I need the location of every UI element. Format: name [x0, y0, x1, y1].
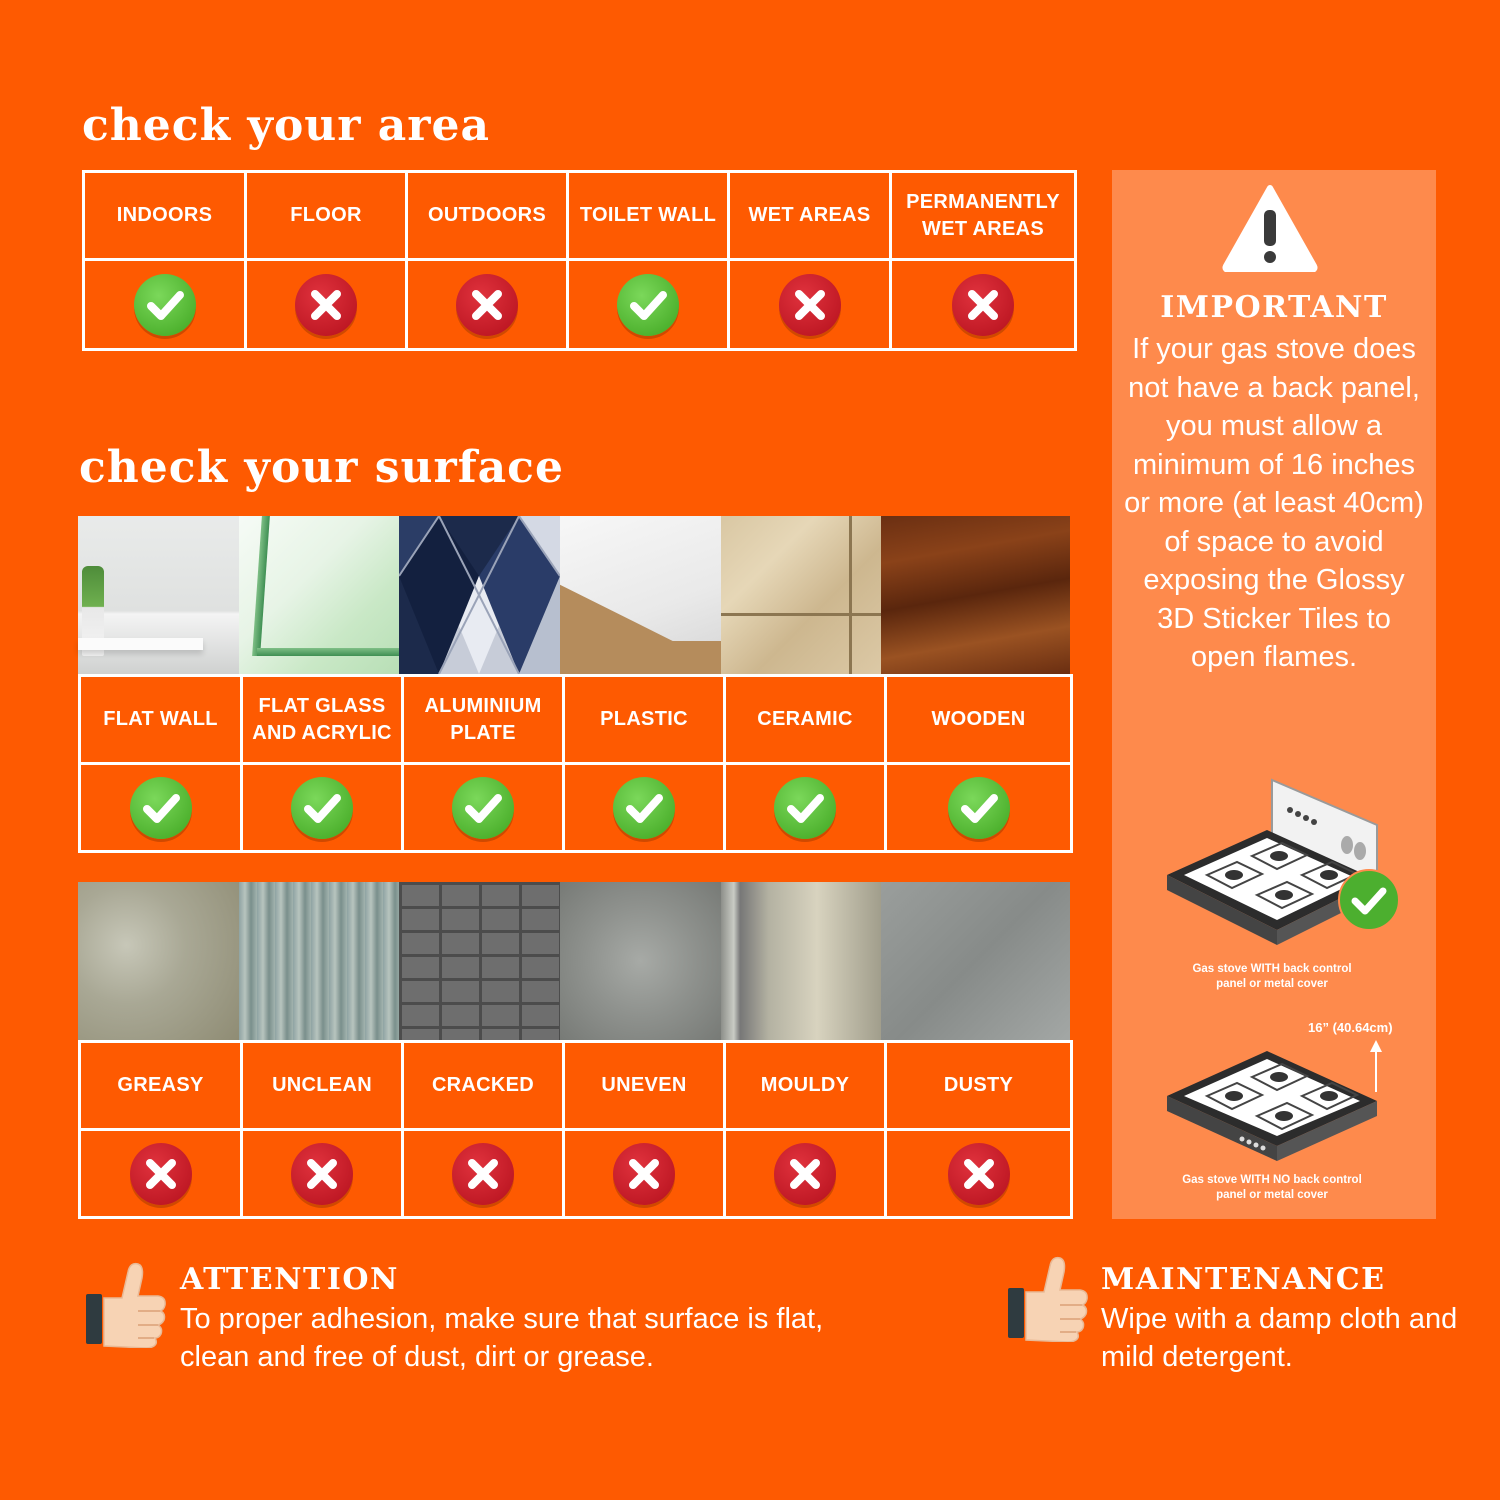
important-title: IMPORTANT — [1160, 290, 1388, 325]
suitable-photos — [78, 516, 1070, 674]
surface-status-cell — [80, 764, 242, 852]
surface-label-uneven: UNEVEN — [564, 1042, 725, 1130]
cross-icon — [452, 1143, 514, 1205]
photo-flat-wall — [78, 516, 239, 674]
area-label-permanently-wet-areas: PERMANENTLY WET AREAS — [891, 172, 1076, 260]
thumbs-up-icon — [84, 1260, 168, 1348]
surface-status-cell — [886, 1130, 1072, 1218]
surface-status-cell — [403, 1130, 564, 1218]
surface-heading: check your surface — [79, 442, 564, 493]
check-icon — [613, 777, 675, 839]
surface-status-cell — [564, 1130, 725, 1218]
area-label-wet-areas: WET AREAS — [729, 172, 891, 260]
important-panel — [1112, 170, 1436, 1219]
photo-flat-glass — [239, 516, 399, 674]
check-icon — [134, 274, 196, 336]
area-label-outdoors: OUTDOORS — [407, 172, 568, 260]
thumbs-up-icon — [1006, 1254, 1090, 1342]
maintenance-title: MAINTENANCE — [1101, 1262, 1386, 1297]
photo-ceramic — [721, 516, 881, 674]
surface-status-cell — [725, 1130, 886, 1218]
maintenance-text: Wipe with a damp cloth and mild detergent. — [1101, 1303, 1458, 1373]
plastic-sheet — [560, 516, 721, 641]
area-status-cell — [84, 260, 246, 350]
surface-label-flat-wall: FLAT WALL — [80, 676, 242, 764]
check-icon — [291, 777, 353, 839]
photo-uneven — [560, 882, 721, 1040]
surface-label-mouldy: MOULDY — [725, 1042, 886, 1130]
photo-dusty — [881, 882, 1070, 1040]
area-heading: check your area — [82, 100, 490, 151]
glass-edge — [252, 516, 270, 656]
cross-icon — [291, 1143, 353, 1205]
photo-aluminium — [399, 516, 560, 674]
cross-icon — [774, 1143, 836, 1205]
surface-label-aluminium: ALUMINIUM PLATE — [403, 676, 564, 764]
photo-greasy — [78, 882, 239, 1040]
photo-plastic — [560, 516, 721, 674]
surface-label-cracked: CRACKED — [403, 1042, 564, 1130]
tile-grout-h — [721, 613, 881, 616]
area-label-indoors: INDOORS — [84, 172, 246, 260]
unsuitable-photos — [78, 882, 1070, 1040]
stove-with-panel-icon — [1162, 770, 1402, 960]
surface-label-greasy: GREASY — [80, 1042, 242, 1130]
surface-status-cell — [242, 1130, 403, 1218]
cross-icon — [130, 1143, 192, 1205]
stove-with-panel-caption: Gas stove WITH back control panel or metal cover — [1192, 963, 1352, 990]
surface-label-plastic: PLASTIC — [564, 676, 725, 764]
photo-wooden — [881, 516, 1070, 674]
surface-status-cell — [725, 764, 886, 852]
shelf — [78, 638, 203, 650]
attention-text: To proper adhesion, make sure that surface is flat, clean and free of dust, dirt or grease. — [180, 1303, 824, 1373]
surface-status-cell — [886, 764, 1072, 852]
area-status-cell — [729, 260, 891, 350]
diamond-pattern — [399, 516, 560, 674]
surface-label-unclean: UNCLEAN — [242, 1042, 403, 1130]
cross-icon — [948, 1143, 1010, 1205]
dimension-label: 16” (40.64cm) — [1308, 1020, 1393, 1035]
surface-label-dusty: DUSTY — [886, 1042, 1072, 1130]
cross-icon — [456, 274, 518, 336]
tile-grout-v — [849, 516, 852, 674]
surface-status-cell — [80, 1130, 242, 1218]
important-text: If your gas stove does not have a back panel, you must allow a minimum of 16 inches or more (at least 40cm) of space to avoid exposing the Glossy 3D Sticker Tiles to open flames. — [1124, 333, 1424, 673]
check-icon — [130, 777, 192, 839]
stove-no-panel-caption: Gas stove WITH NO back control panel or metal cover — [1182, 1174, 1362, 1201]
cross-icon — [613, 1143, 675, 1205]
surface-label-flat-glass: FLAT GLASS AND ACRYLIC — [242, 676, 403, 764]
area-status-cell — [246, 260, 407, 350]
surface-status-cell — [242, 764, 403, 852]
area-label-toilet-wall: TOILET WALL — [568, 172, 729, 260]
photo-cracked — [399, 882, 560, 1040]
cross-icon — [779, 274, 841, 336]
warning-icon — [1222, 184, 1318, 272]
cross-icon — [952, 274, 1014, 336]
area-status-cell — [891, 260, 1076, 350]
area-status-cell — [568, 260, 729, 350]
suitable-table — [78, 674, 1073, 853]
surface-label-ceramic: CERAMIC — [725, 676, 886, 764]
check-icon — [452, 777, 514, 839]
area-label-floor: FLOOR — [246, 172, 407, 260]
area-table — [82, 170, 1077, 351]
unsuitable-table — [78, 1040, 1073, 1219]
check-icon — [774, 777, 836, 839]
surface-status-cell — [564, 764, 725, 852]
area-status-cell — [407, 260, 568, 350]
attention-title: ATTENTION — [180, 1262, 399, 1297]
stove-no-panel-icon — [1162, 1036, 1402, 1176]
check-icon — [617, 274, 679, 336]
photo-mouldy — [721, 882, 881, 1040]
photo-unclean — [239, 882, 399, 1040]
check-icon — [948, 777, 1010, 839]
surface-label-wooden: WOODEN — [886, 676, 1072, 764]
surface-status-cell — [403, 764, 564, 852]
cross-icon — [295, 274, 357, 336]
glass-bottom-edge — [257, 648, 399, 656]
